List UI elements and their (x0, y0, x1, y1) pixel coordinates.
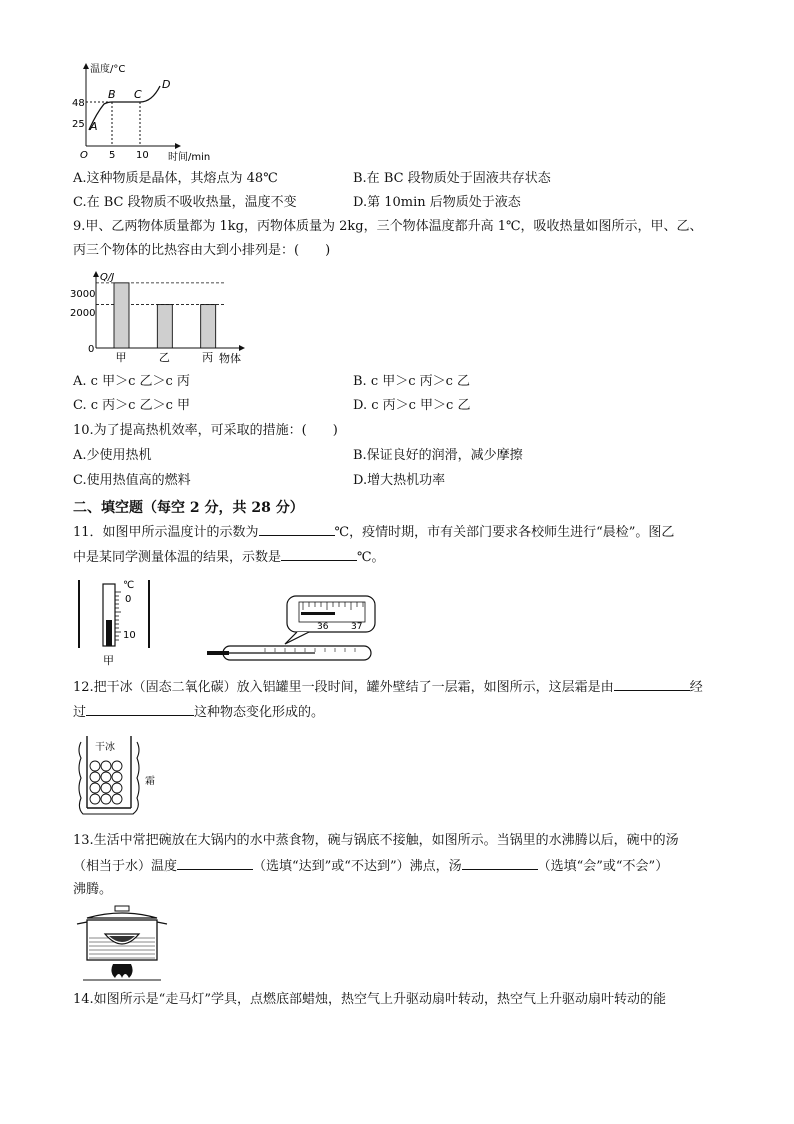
point-c-label: C (134, 88, 142, 101)
q13-line1: 13.生活中常把碗放在大锅内的水中蒸食物，碗与锅底不接触，如图所示。当锅里的水沸腾以后，碗中的汤 (73, 833, 679, 848)
q12-blank-1[interactable] (614, 678, 690, 691)
q9-option-c: C. c 丙＞c 乙＞c 甲 (73, 398, 190, 413)
thermometer-jia-figure (73, 576, 163, 668)
tick-0-label: 0 (125, 594, 132, 605)
section-heading: 二、填空题（每空 2 分，共 28 分） (73, 500, 304, 516)
q8-option-b: B.在 BC 段物质处于固液共存状态 (353, 171, 551, 186)
steaming-pot-figure (73, 904, 173, 982)
bar-3 (201, 305, 216, 348)
unit-label: ℃ (123, 580, 135, 591)
thermometer-bulb (207, 651, 229, 655)
q12-blank-2[interactable] (86, 703, 194, 716)
q12-text-1: 12.把干冰（固态二氧化碳）放入铝罐里一段时间，罐外壁结了一层霜，如图所示，这层霜是由 (73, 680, 614, 695)
q12-line2 (73, 703, 324, 722)
q9-option-d: D. c 丙＞c 甲＞c 乙 (353, 398, 471, 413)
q10-option-a: A.少使用热机 (73, 448, 152, 463)
lid-knob (115, 906, 129, 911)
q11-text-3: 中是某同学测量体温的结果，示数是 (73, 550, 282, 565)
dry-ice-can-figure (73, 728, 173, 820)
q9-stem-line1: 9.甲、乙两物体质量都为 1kg，丙物体质量为 2kg，三个物体温度都升高 1℃，吸收热量如图所示，甲、乙、 (73, 219, 703, 234)
x-axis-label: 时间/min (168, 152, 211, 163)
q8-option-d: D.第 10min 后物质处于液态 (353, 195, 521, 210)
q10-option-d: D.增大热机功率 (353, 473, 446, 488)
q13-text-2: （选填“达到”或“不达到”）沸点，汤 (253, 859, 462, 874)
scale-36-label: 36 (317, 622, 329, 632)
q11-text-1: 11．如图甲所示温度计的示数为 (73, 525, 259, 540)
scale-37-label: 37 (351, 622, 363, 632)
q8-option-a: A.这种物质是晶体，其熔点为 48℃ (73, 171, 278, 186)
y-tick-2000: 2000 (70, 308, 96, 319)
chart-ylabel: Q/J (100, 272, 115, 283)
dry-ice-label: 干冰 (95, 742, 115, 753)
q8-option-c: C.在 BC 段物质不吸收热量，温度不变 (73, 195, 297, 210)
q12-text-3: 过 (73, 705, 87, 720)
q9-option-b: B. c 甲＞c 丙＞c 乙 (353, 374, 471, 389)
pot-lid (87, 913, 157, 918)
frost-label: 霜 (145, 776, 155, 787)
bar-1 (114, 283, 129, 348)
fig-jia-label: 甲 (103, 654, 114, 667)
q13-line2 (73, 857, 668, 876)
y-tick-3000: 3000 (70, 289, 96, 300)
q10-option-c: C.使用热值高的燃料 (73, 473, 191, 488)
dry-ice-pieces (90, 761, 122, 804)
flame (111, 964, 132, 978)
x-tick-5: 5 (109, 150, 116, 161)
point-b-label: B (108, 88, 116, 101)
q11-text-2: ℃，疫情时期，市有关部门要求各校师生进行“晨检”。图乙 (334, 525, 675, 540)
q14-line1: 14.如图所示是“走马灯”学具，点燃底部蜡烛，热空气上升驱动扇叶转动，热空气上升驱动扇叶转动的能 (73, 992, 666, 1007)
y-tick-25: 25 (72, 119, 85, 130)
origin-label: O (80, 150, 88, 161)
q11-text-4: ℃。 (357, 550, 385, 565)
category-label-1: 甲 (115, 351, 127, 364)
q11-line2 (73, 548, 385, 567)
chart-xlabel: 物体 (219, 352, 241, 365)
liquid-column (106, 620, 112, 646)
y-tick-48: 48 (72, 98, 85, 109)
bubble-pointer (285, 632, 309, 644)
point-a-label: A (90, 120, 98, 133)
melting-graph (68, 58, 248, 163)
q11-blank-1[interactable] (259, 523, 335, 536)
q13-text-1: （相当于水）温度 (73, 859, 178, 874)
q10-stem: 10.为了提高热机效率，可采取的措施：( ) (73, 423, 338, 438)
y-axis-label: 温度/°C (90, 64, 126, 75)
point-d-label: D (162, 78, 171, 91)
q9-stem-line2: 丙三个物体的比热容由大到小排列是：( ) (73, 243, 331, 258)
q11-line1 (73, 523, 674, 542)
y-tick-0: 0 (88, 344, 95, 355)
q12-text-2: 经 (689, 680, 703, 695)
q13-blank-2[interactable] (462, 857, 538, 870)
category-label-3: 丙 (202, 351, 214, 364)
q13-blank-1[interactable] (177, 857, 253, 870)
q12-line1 (73, 678, 703, 697)
q13-line3: 沸腾。 (73, 882, 113, 897)
melting-curve (89, 86, 160, 130)
q12-text-4: 这种物态变化形成的。 (194, 705, 325, 720)
q11-blank-2[interactable] (281, 548, 357, 561)
bar-2 (157, 305, 172, 348)
zoom-mercury (301, 612, 335, 615)
category-label-2: 乙 (158, 351, 170, 364)
q10-option-b: B.保证良好的润滑，减少摩擦 (353, 448, 523, 463)
tick-10-label: 10 (123, 630, 136, 641)
x-tick-10: 10 (136, 150, 149, 161)
q9-option-a: A. c 甲＞c 乙＞c 丙 (73, 374, 190, 389)
clinical-thermometer-figure (205, 592, 380, 670)
heat-bar-chart (68, 266, 258, 370)
q13-text-3: （选填“会”或“不会”） (537, 859, 669, 874)
